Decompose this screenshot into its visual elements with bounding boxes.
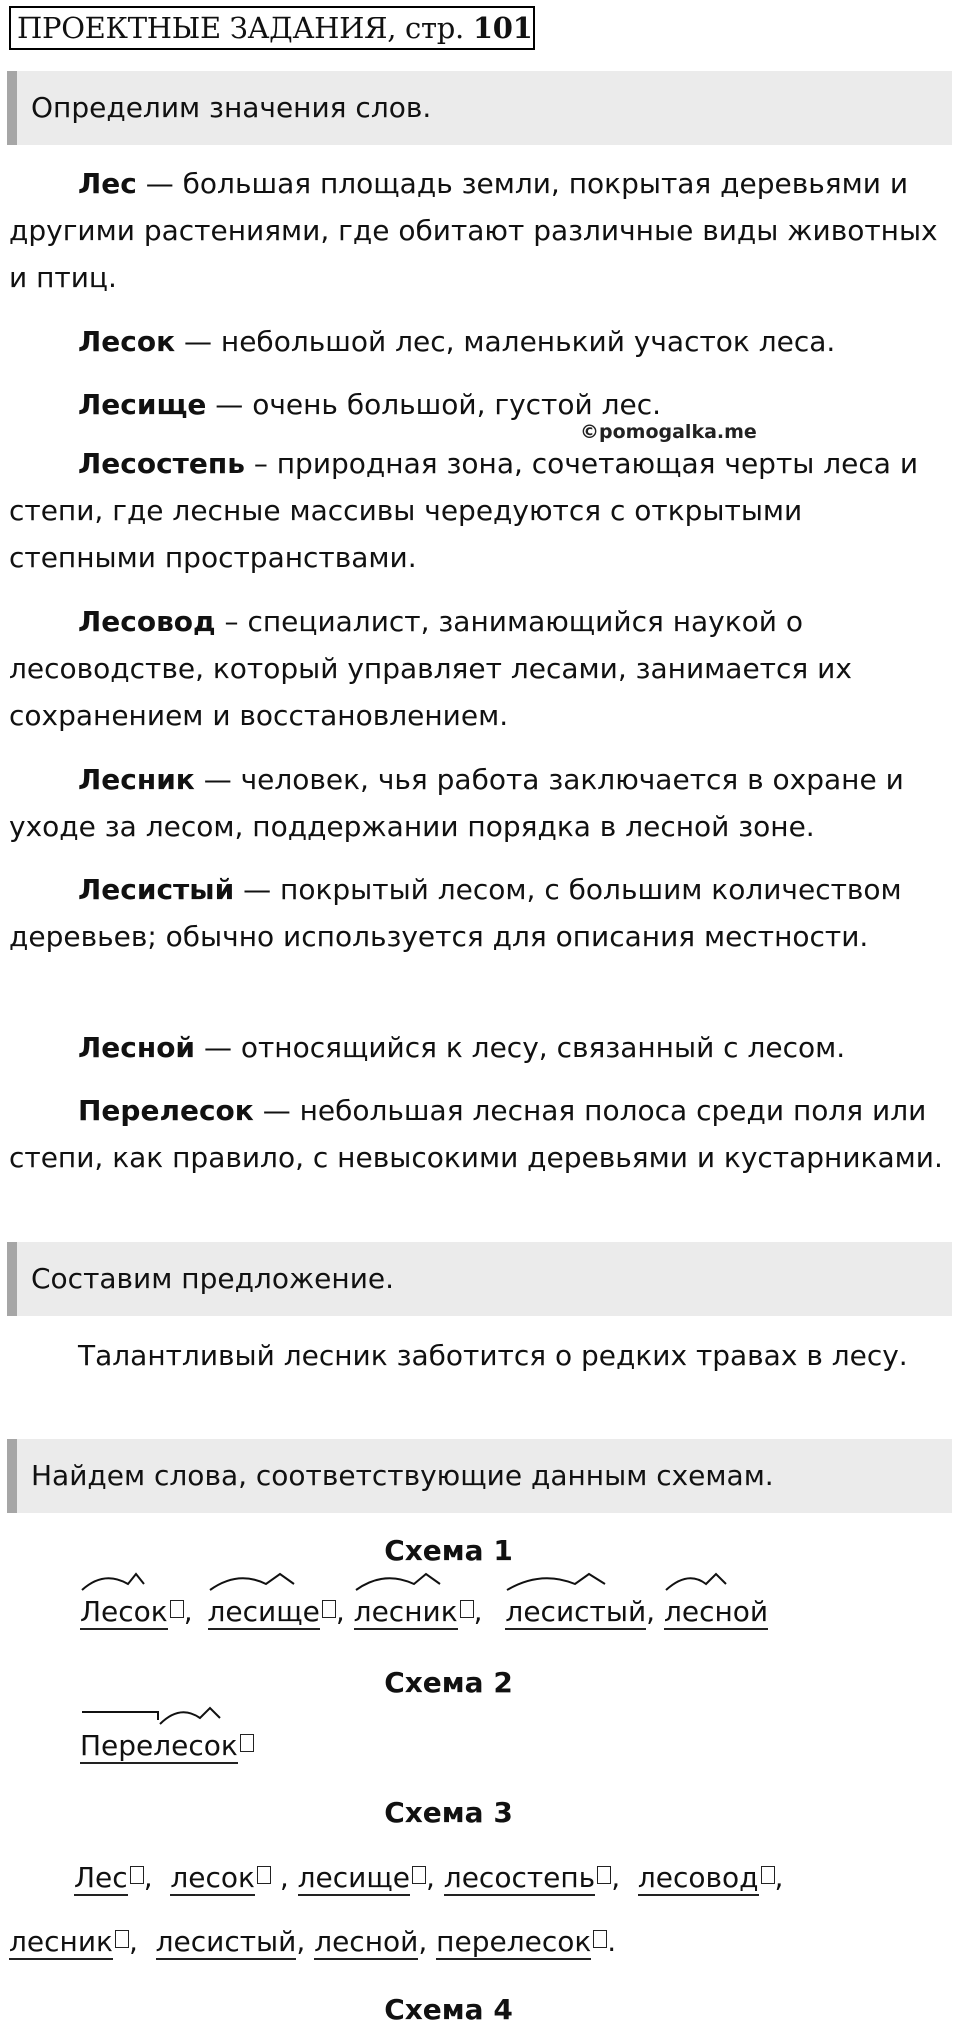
sentence-paragraph [9, 1332, 949, 1379]
definition-item [9, 756, 949, 850]
word-root: лесок [170, 1861, 255, 1894]
word-stem: Лесок [80, 1595, 168, 1628]
word-root: перелесок [436, 1925, 592, 1958]
suffix-arc [505, 1572, 635, 1592]
suffix-arc [664, 1572, 744, 1592]
definition-text: — человек, чья работа заключается в охране и уходе за лесом, поддержании порядка в лесной зоне. [9, 763, 904, 843]
definition-term: Лес [78, 167, 137, 200]
word-root: лесище [297, 1861, 410, 1894]
definition-term: Лесовод [78, 605, 216, 638]
word-root: лесник [9, 1925, 113, 1958]
scheme-2-words [80, 1726, 254, 1766]
null-ending-box [322, 1600, 336, 1618]
null-ending-box [460, 1600, 474, 1618]
word-parsed [354, 1592, 474, 1632]
word-root: лесостепь [443, 1861, 596, 1894]
word-stem: лесистый [505, 1595, 647, 1628]
word-parsed [505, 1592, 646, 1632]
page-header [9, 6, 535, 50]
definition-text: — большая площадь земли, покрытая деревьями и другими растениями, где обитают различные виды животных и птиц. [9, 167, 938, 294]
section-heading-sentence [7, 1242, 952, 1316]
null-ending-box [130, 1866, 144, 1884]
word-stem: лесной [663, 1595, 769, 1628]
definition-item [9, 381, 949, 428]
scheme-3-words-line1: Лес , лесок , лесище , лесостепь , лесовод , [74, 1861, 784, 1894]
definition-term: Перелесок [78, 1094, 254, 1127]
null-ending-box [597, 1866, 611, 1884]
definition-item [9, 160, 949, 301]
definition-term: Лесник [78, 763, 195, 796]
null-ending-box [115, 1930, 129, 1948]
page-number: 101 [472, 11, 533, 45]
word-parsed [80, 1726, 254, 1766]
scheme-title: Схема 4 [384, 1993, 513, 2026]
definition-text: — покрытый лесом, с большим количеством деревьев; обычно используется для описания местности. [9, 873, 902, 953]
word-root: Лес [74, 1861, 128, 1894]
definition-item [9, 1024, 949, 1071]
scheme-3-words-line2: лесник , лесистый, лесной, перелесок . [9, 1925, 617, 1958]
word-root: лесной [314, 1925, 419, 1958]
scheme-title: Схема 2 [384, 1666, 513, 1699]
definition-item [9, 598, 949, 739]
sentence-text: Талантливый лесник заботится о редких травах в лесу. [78, 1339, 908, 1372]
null-ending-box [761, 1866, 775, 1884]
word-root: лесистый [155, 1925, 297, 1958]
definition-item [9, 866, 949, 960]
definition-text: — небольшой лес, маленький участок леса. [175, 325, 836, 358]
suffix-arc [208, 1572, 320, 1592]
section-heading-schemes [7, 1439, 952, 1513]
definition-term: Лесище [78, 388, 207, 421]
definition-item [9, 1087, 949, 1181]
definition-item [9, 440, 949, 581]
definition-term: Лесок [78, 325, 176, 358]
suffix-arc [80, 1572, 168, 1592]
null-ending-box [170, 1600, 184, 1618]
null-ending-box [257, 1866, 271, 1884]
scheme-1-words: Лесок , лесище , лесник , лесистый , лесной [80, 1592, 768, 1632]
section-heading-text: Найдем слова, соответствующие данным схемам. [31, 1459, 774, 1492]
word-parsed [664, 1592, 768, 1632]
definition-term: Лесостепь [78, 447, 245, 480]
header-title: ПРОЕКТНЫЕ ЗАДАНИЯ, стр. [17, 11, 473, 45]
definition-text: — очень большой, густой лес. [206, 388, 661, 421]
definition-text: – специалист, занимающийся наукой о лесоводстве, который управляет лесами, занимается их сохранением и восстановлением. [9, 605, 852, 732]
watermark: ©pomogalka.me [580, 421, 757, 443]
definition-item [9, 318, 949, 365]
null-ending-box [240, 1734, 254, 1752]
prefix-suffix-arcs [80, 1706, 250, 1726]
definition-term: Лесистый [78, 873, 235, 906]
null-ending-box [412, 1866, 426, 1884]
word-parsed [208, 1592, 336, 1632]
definition-text: – природная зона, сочетающая черты леса и степи, где лесные массивы чередуются с открытыми степными пространствами. [9, 447, 919, 574]
section-heading-text: Составим предложение. [31, 1262, 395, 1295]
word-stem: Перелесок [80, 1729, 238, 1762]
definition-text: — относящийся к лесу, связанный с лесом. [195, 1031, 846, 1064]
scheme-title: Схема 1 [384, 1534, 513, 1567]
section-heading-text: Определим значения слов. [31, 91, 432, 124]
scheme-title: Схема 3 [384, 1796, 513, 1829]
word-stem: лесник [353, 1595, 458, 1628]
section-heading-definitions [7, 71, 952, 145]
word-root: лесовод [637, 1861, 759, 1894]
definition-term: Лесной [78, 1031, 196, 1064]
word-parsed [80, 1592, 184, 1632]
word-stem: лесище [207, 1595, 320, 1628]
definition-text: — небольшая лесная полоса среди поля или степи, как правило, с невысокими деревьями и кустарниками. [9, 1094, 943, 1174]
null-ending-box [593, 1930, 607, 1948]
suffix-arc [354, 1572, 464, 1592]
